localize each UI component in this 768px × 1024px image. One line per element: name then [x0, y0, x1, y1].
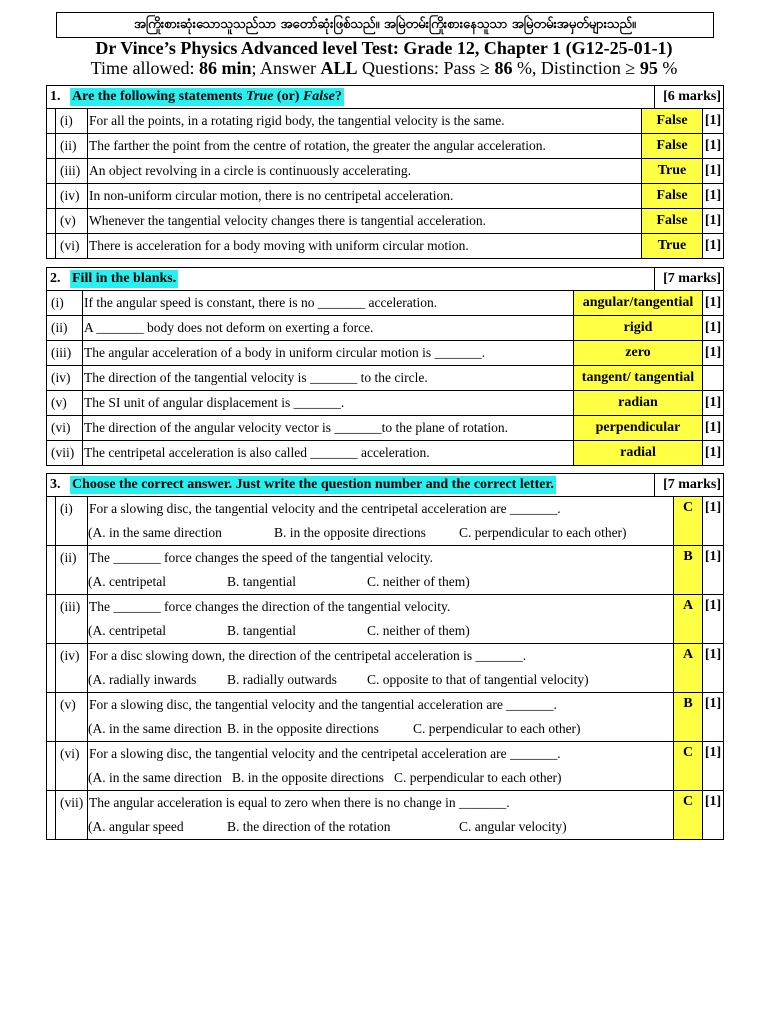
question-text: The centripetal acceleration is also called _______ acceleration. — [83, 441, 574, 465]
answer-cell: False — [642, 109, 703, 133]
question-number: (iii) — [56, 159, 88, 183]
option-a: (A. in the same direction — [88, 525, 222, 540]
question-number: (iv) — [47, 366, 83, 390]
mark-cell: [1] — [704, 238, 722, 253]
row-indent — [47, 234, 56, 258]
option-c: C. angular velocity) — [459, 819, 567, 834]
answer-label: ; Answer — [251, 58, 321, 78]
table-row — [47, 291, 723, 316]
question-number: (vi) — [56, 742, 88, 790]
question-body — [88, 546, 674, 594]
mark-cell: [1] — [704, 138, 722, 153]
question-text: For a slowing disc, the tangential velocity and the tangential acceleration are _______. — [89, 697, 557, 712]
answer-value: ALL — [320, 58, 358, 78]
question-number: (vi) — [47, 416, 83, 440]
row-indent — [47, 109, 56, 133]
pass-value: 86 — [494, 58, 513, 78]
option-b: B. in the opposite directions — [227, 721, 379, 736]
answer-cell: rigid — [574, 316, 703, 340]
mark-cell: [1] — [704, 500, 722, 515]
section-number: 1. — [50, 89, 61, 104]
title-or: (or) — [273, 89, 303, 104]
time-value: 86 min — [199, 58, 252, 78]
question-number: (vi) — [56, 234, 88, 258]
answer-cell: False — [642, 134, 703, 158]
question-number: (iii) — [56, 595, 88, 643]
title-part: Are the following statements — [72, 89, 246, 104]
mark-cell: [1] — [704, 213, 722, 228]
row-indent — [47, 134, 56, 158]
table-row — [47, 595, 723, 644]
mark-cell: [1] — [704, 745, 722, 760]
mark-cell: [1] — [704, 647, 722, 662]
section-header — [47, 268, 723, 291]
option-a: (A. in the same direction — [88, 721, 222, 736]
question-number: (i) — [56, 497, 88, 545]
time-line — [0, 58, 768, 79]
question-text: The _______ force changes the speed of the tangential velocity. — [89, 550, 433, 565]
question-text: A _______ body does not deform on exerting a force. — [83, 316, 574, 340]
mark-cell: [1] — [704, 295, 722, 310]
motto-banner — [56, 12, 714, 38]
option-a: (A. centripetal — [88, 574, 166, 589]
mark-cell: [1] — [704, 163, 722, 178]
options-line — [88, 717, 673, 741]
answer-cell: radial — [574, 441, 703, 465]
answer-cell: angular/tangential — [574, 291, 703, 315]
question-text: For a disc slowing down, the direction of the centripetal acceleration is _______. — [89, 648, 527, 663]
row-indent — [47, 644, 56, 692]
question-number: (ii) — [56, 134, 88, 158]
table-row — [47, 209, 723, 234]
option-b: B. the direction of the rotation — [227, 819, 391, 834]
answer-cell: B — [674, 546, 703, 594]
question-text: For all the points, in a rotating rigid body, the tangential velocity is the same. — [88, 109, 642, 133]
answer-cell: zero — [574, 341, 703, 365]
question-body — [88, 595, 674, 643]
answer-cell: C — [674, 791, 703, 839]
question-text: The direction of the angular velocity vector is _______to the plane of rotation. — [83, 416, 574, 440]
answer-cell: A — [674, 644, 703, 692]
row-indent — [47, 546, 56, 594]
question-number: (i) — [47, 291, 83, 315]
answer-cell: tangent/ tangential — [574, 366, 703, 390]
question-body — [88, 497, 674, 545]
answer-cell: False — [642, 184, 703, 208]
time-label: Time allowed: — [90, 58, 200, 78]
answer-cell: B — [674, 693, 703, 741]
mark-cell — [703, 366, 723, 390]
table-row — [47, 441, 723, 465]
answer-cell: False — [642, 209, 703, 233]
table-row — [47, 234, 723, 258]
question-text: The SI unit of angular displacement is _______. — [83, 391, 574, 415]
section-true-false — [46, 85, 724, 259]
question-body — [88, 791, 674, 839]
answer-cell: True — [642, 234, 703, 258]
section-title: Choose the correct answer. Just write the question number and the correct letter. — [72, 477, 554, 492]
distinction-label: %, Distinction ≥ — [512, 58, 640, 78]
question-body — [88, 742, 674, 790]
question-number: (iii) — [47, 341, 83, 365]
option-c: C. opposite to that of tangential velocity) — [367, 672, 589, 687]
option-a: (A. in the same direction — [88, 770, 222, 785]
mark-cell: [1] — [704, 794, 722, 809]
option-c: C. perpendicular to each other) — [394, 770, 562, 785]
question-number: (i) — [56, 109, 88, 133]
mark-cell: [1] — [704, 320, 722, 335]
section-multiple-choice — [46, 473, 724, 840]
percent-sign: % — [657, 58, 678, 78]
option-a: (A. radially inwards — [88, 672, 197, 687]
table-row — [47, 391, 723, 416]
table-row — [47, 159, 723, 184]
table-row — [47, 497, 723, 546]
question-text: The angular acceleration is equal to zero when there is no change in _______. — [89, 795, 510, 810]
question-text: The direction of the tangential velocity is _______ to the circle. — [83, 366, 574, 390]
option-c: C. perpendicular to each other) — [459, 525, 627, 540]
section-marks: [7 marks] — [654, 474, 723, 496]
table-row — [47, 316, 723, 341]
row-indent — [47, 159, 56, 183]
option-c: C. neither of them) — [367, 623, 470, 638]
question-number: (vii) — [47, 441, 83, 465]
answer-cell: C — [674, 742, 703, 790]
question-text: For a slowing disc, the tangential velocity and the centripetal acceleration are _______. — [89, 746, 561, 761]
mark-cell: [1] — [704, 696, 722, 711]
mark-cell: [1] — [704, 598, 722, 613]
question-text: If the angular speed is constant, there is no _______ acceleration. — [83, 291, 574, 315]
section-title: Fill in the blanks. — [72, 271, 177, 286]
question-text: Whenever the tangential velocity changes there is tangential acceleration. — [88, 209, 642, 233]
row-indent — [47, 209, 56, 233]
option-c: C. neither of them) — [367, 574, 470, 589]
table-row — [47, 693, 723, 742]
table-row — [47, 184, 723, 209]
options-line — [88, 766, 673, 790]
section-number: 3. — [50, 477, 61, 492]
question-text: There is acceleration for a body moving with uniform circular motion. — [88, 234, 642, 258]
question-number: (vii) — [56, 791, 88, 839]
option-b: B. in the opposite directions — [274, 525, 426, 540]
section-header — [47, 86, 723, 109]
table-row — [47, 742, 723, 791]
answer-cell: True — [642, 159, 703, 183]
table-row — [47, 341, 723, 366]
questions-label: Questions: Pass ≥ — [357, 58, 495, 78]
table-row — [47, 109, 723, 134]
section-title — [70, 88, 344, 106]
title-qmark: ? — [334, 89, 342, 104]
mark-cell: [1] — [704, 345, 722, 360]
option-b: B. in the opposite directions — [232, 770, 384, 785]
option-a: (A. angular speed — [88, 819, 184, 834]
option-a: (A. centripetal — [88, 623, 166, 638]
table-row — [47, 134, 723, 159]
option-b: B. tangential — [227, 623, 296, 638]
question-text: In non-uniform circular motion, there is no centripetal acceleration. — [88, 184, 642, 208]
options-line — [88, 815, 673, 839]
options-line — [88, 619, 673, 643]
test-title: Dr Vince’s Physics Advanced level Test: Grade 12, Chapter 1 (G12-25-01-1) — [95, 38, 673, 58]
table-row — [47, 644, 723, 693]
mark-cell: [1] — [704, 188, 722, 203]
question-body — [88, 644, 674, 692]
question-number: (v) — [47, 391, 83, 415]
row-indent — [47, 595, 56, 643]
distinction-value: 95 — [639, 58, 658, 78]
row-indent — [47, 791, 56, 839]
question-text: For a slowing disc, the tangential velocity and the centripetal acceleration are _______. — [89, 501, 561, 516]
question-number: (iv) — [56, 644, 88, 692]
title-false: False — [302, 89, 335, 104]
title-true: True — [245, 89, 274, 104]
table-row — [47, 366, 723, 391]
mark-cell: [1] — [704, 549, 722, 564]
answer-cell: perpendicular — [574, 416, 703, 440]
section-header — [47, 474, 723, 497]
question-number: (ii) — [47, 316, 83, 340]
question-text: The farther the point from the centre of rotation, the greater the angular acceleration. — [88, 134, 642, 158]
answer-cell: A — [674, 595, 703, 643]
question-text: The _______ force changes the direction of the tangential velocity. — [89, 599, 451, 614]
question-text: The angular acceleration of a body in uniform circular motion is _______. — [83, 341, 574, 365]
question-number: (v) — [56, 209, 88, 233]
row-indent — [47, 742, 56, 790]
question-number: (v) — [56, 693, 88, 741]
option-b: B. tangential — [227, 574, 296, 589]
table-row — [47, 416, 723, 441]
motto-text: အကြိုးစားဆုံးသောသူသည်သာ အတော်ဆုံးဖြစ်သည်။ အမြဲတမ်းကြိုးစားနေသူသာ အမြဲတမ်းအမှတ်များသည်။ — [134, 16, 636, 32]
question-number: (ii) — [56, 546, 88, 594]
section-marks: [7 marks] — [654, 268, 723, 290]
mark-cell: [1] — [704, 395, 722, 410]
question-body — [88, 693, 674, 741]
row-indent — [47, 693, 56, 741]
table-row — [47, 791, 723, 839]
answer-cell: C — [674, 497, 703, 545]
question-text: An object revolving in a circle is continuously accelerating. — [88, 159, 642, 183]
mark-cell: [1] — [704, 113, 722, 128]
option-b: B. radially outwards — [227, 672, 337, 687]
section-fill-blanks — [46, 267, 724, 466]
options-line — [88, 668, 673, 692]
answer-cell: radian — [574, 391, 703, 415]
mark-cell: [1] — [704, 420, 722, 435]
question-number: (iv) — [56, 184, 88, 208]
mark-cell: [1] — [704, 445, 722, 460]
section-marks: [6 marks] — [654, 86, 723, 108]
row-indent — [47, 497, 56, 545]
options-line — [88, 570, 673, 594]
options-line — [88, 521, 673, 545]
table-row — [47, 546, 723, 595]
row-indent — [47, 184, 56, 208]
option-c: C. perpendicular to each other) — [413, 721, 581, 736]
section-number: 2. — [50, 271, 61, 286]
